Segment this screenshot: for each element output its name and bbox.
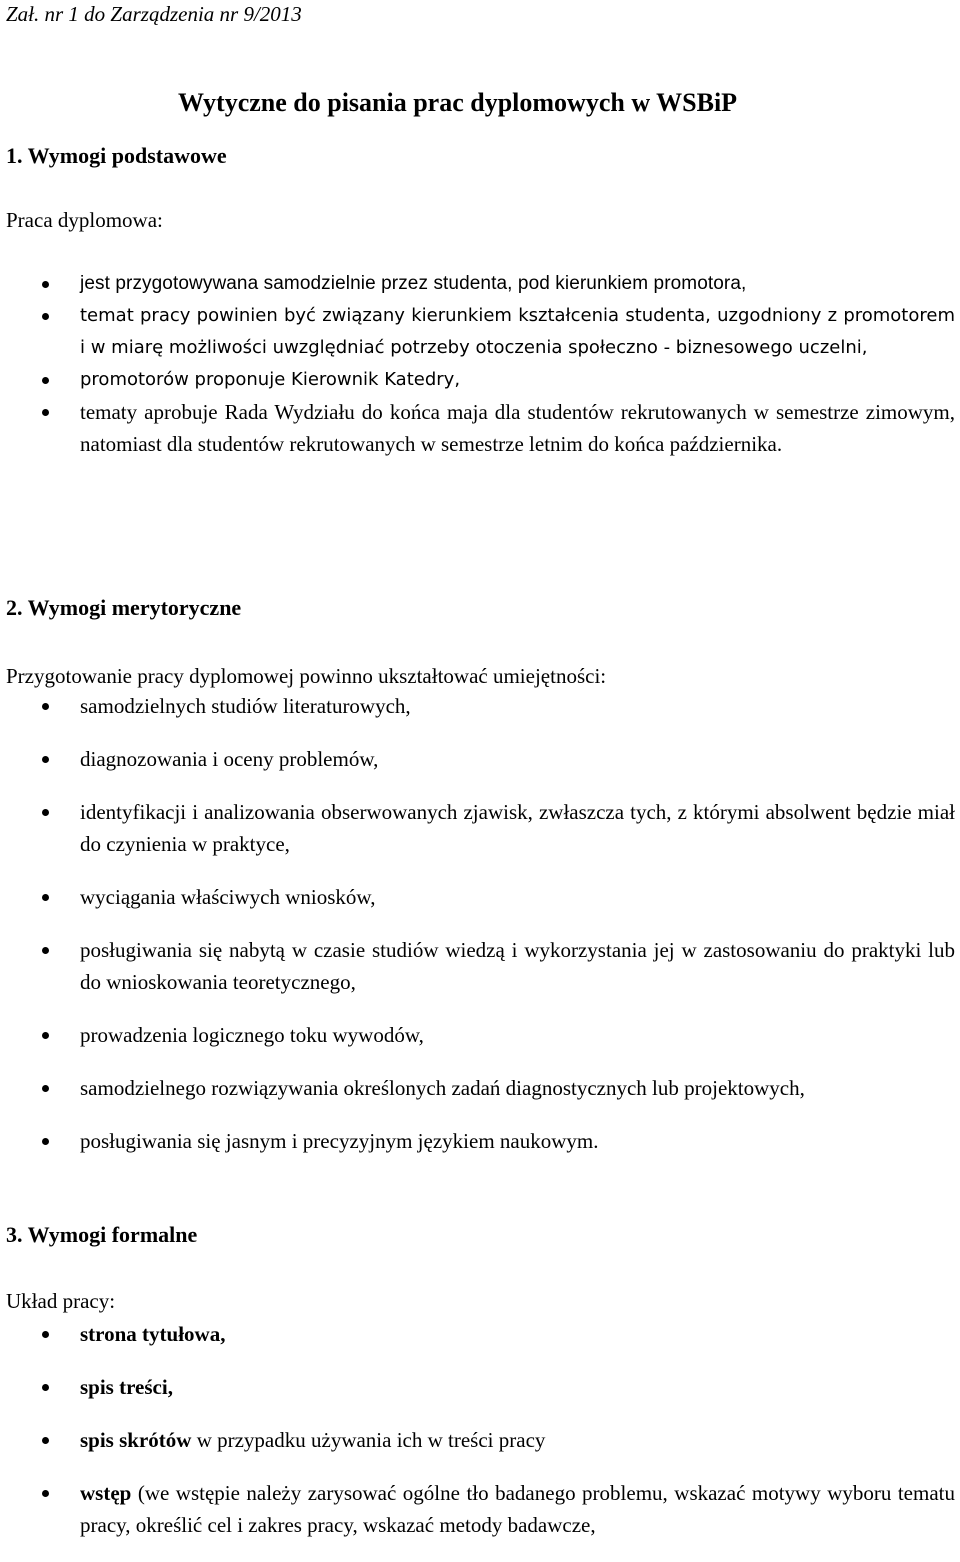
item-description: (we wstępie należy zarysować ogólne tło badanego problemu, wskazać motywy wyboru tematu pracy, określić cel i zakres pracy, wskazać metody badawcze,: [80, 1481, 955, 1537]
list-item: samodzielnych studiów literaturowych,: [0, 690, 955, 722]
list-item: temat pracy powinien być związany kierunkiem kształcenia studenta, uzgodniony z promotorem i w miarę możliwości uwzględniać potrzeby otoczenia społeczno - biznesowego uczelni,: [0, 300, 955, 364]
document-title: Wytyczne do pisania prac dyplomowych w WSBiP: [178, 88, 738, 117]
list-item: promotorów proponuje Kierownik Katedry,: [0, 364, 955, 396]
annex-reference: Zał. nr 1 do Zarządzenia nr 9/2013: [6, 2, 302, 26]
item-description: w przypadku używania ich w treści pracy: [191, 1428, 546, 1452]
item-term: strona tytułowa,: [80, 1322, 226, 1346]
section-heading-basic-requirements: 1. Wymogi podstawowe: [6, 143, 227, 168]
list-item: posługiwania się jasnym i precyzyjnym językiem naukowym.: [0, 1125, 955, 1157]
section3-intro: Układ pracy:: [6, 1289, 116, 1313]
list-item: identyfikacji i analizowania obserwowanych zjawisk, zwłaszcza tych, z którymi absolwent będzie miał do czynienia w praktyce,: [0, 796, 955, 860]
list-item: prowadzenia logicznego toku wywodów,: [0, 1019, 955, 1051]
list-item: jest przygotowywana samodzielnie przez studenta, pod kierunkiem promotora,: [0, 268, 955, 300]
list-item: [0, 1477, 955, 1541]
list-item: posługiwania się nabytą w czasie studiów wiedzą i wykorzystania jej w zastosowaniu do praktyki lub do wnioskowania teoretycznego,: [0, 934, 955, 998]
list-item: [0, 1424, 955, 1456]
list-item: [0, 1318, 955, 1350]
section1-intro: Praca dyplomowa:: [6, 208, 163, 232]
section2-intro: Przygotowanie pracy dyplomowej powinno ukształtować umiejętności:: [6, 664, 607, 688]
item-term: spis skrótów: [80, 1428, 192, 1452]
skills-list: [0, 690, 955, 1178]
list-item: wyciągania właściwych wniosków,: [0, 881, 955, 913]
basic-requirements-list: [0, 268, 955, 460]
item-term: wstęp: [80, 1481, 132, 1505]
list-item: tematy aprobuje Rada Wydziału do końca maja dla studentów rekrutowanych w semestrze zimowym, natomiast dla studentów rekrutowanych w semestrze letnim do końca października.: [0, 396, 955, 460]
section-heading-substantive-requirements: 2. Wymogi merytoryczne: [6, 595, 242, 620]
list-item: samodzielnego rozwiązywania określonych zadań diagnostycznych lub projektowych,: [0, 1072, 955, 1104]
list-item: [0, 1371, 955, 1403]
section-heading-formal-requirements: 3. Wymogi formalne: [6, 1222, 198, 1247]
item-term: spis treści,: [80, 1375, 173, 1399]
thesis-structure-list: [0, 1318, 955, 1562]
list-item: diagnozowania i oceny problemów,: [0, 743, 955, 775]
